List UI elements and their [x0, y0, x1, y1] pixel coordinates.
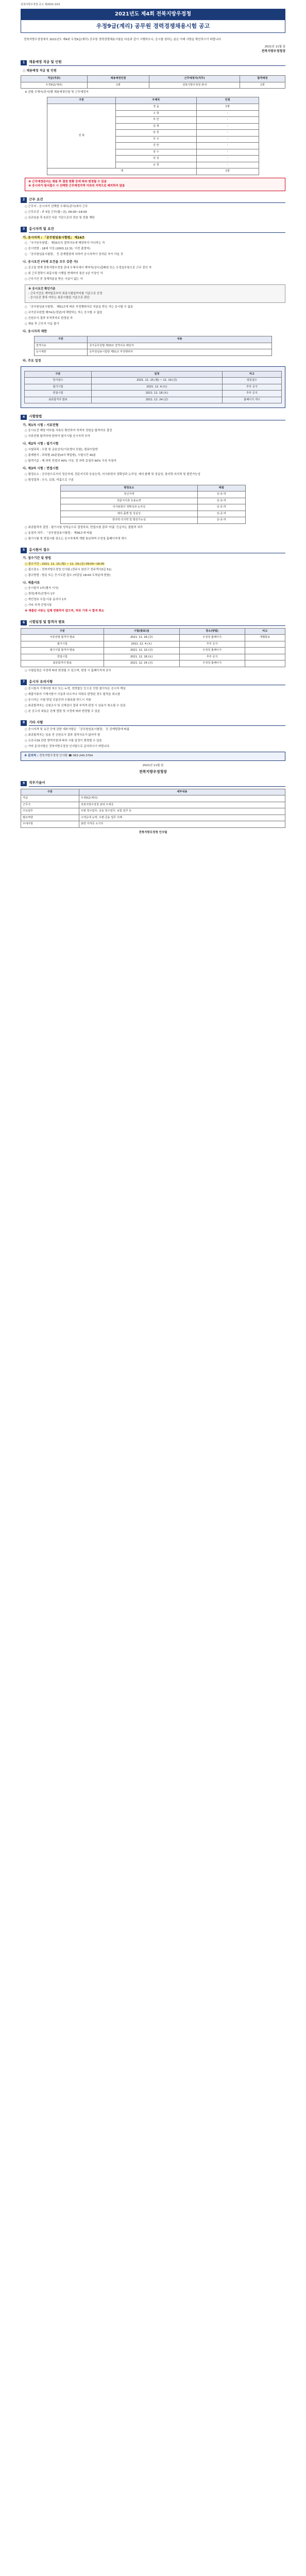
table-header: 비고 [222, 371, 281, 378]
table-cell: 추후 공지 [179, 641, 245, 648]
paragraph: ○ 코로나19 관련 방역지침에 따라 시험 일정이 변경될 수 있음 [25, 739, 102, 743]
table-header: 내용 [88, 336, 272, 343]
table-header: 일정 [91, 371, 222, 378]
paragraph: ○ 국가공무원법 제74조(정년)에 해당하는 자는 응시할 수 없음 [25, 311, 103, 314]
table-cell: 서류전형 합격자 발표 [21, 635, 104, 641]
table-header: 장소(방법) [179, 628, 245, 635]
table-cell: 우편 창구업무, 금융 창구업무, 보험 업무 등 [79, 808, 285, 815]
table-row [25, 384, 282, 391]
note-title: ※ 응시요건 확인기준 [28, 287, 56, 291]
section-title: 직무기술서 [29, 781, 285, 786]
table-cell: 진 안 [116, 143, 197, 149]
highlighted-text: ○ 접수기간 : 2021. 11. 15.(월) ~ 11. 19.(금) 09:00~18:00 [25, 562, 105, 566]
table-cell: 응시제한 [34, 349, 87, 356]
table-cell: 면접시험 [25, 391, 92, 397]
table-row-total [47, 168, 259, 175]
table-cell: 1명 [240, 82, 285, 89]
table-cell: 상·중·하 [197, 492, 245, 498]
paragraph: ○ 근무기간 중 징계처분을 받은 사실이 없는 자 [25, 277, 83, 281]
table-cell: 창의력·의지력 및 발전가능성 [61, 517, 197, 524]
table-cell [245, 641, 285, 648]
table-cell: 최종합격자 발표 [25, 397, 92, 403]
section-number: 6 [21, 620, 27, 626]
section-4-header [21, 414, 285, 420]
section-title: 응시자격 및 요건 [29, 227, 285, 232]
paragraph: ○ 기타 자격 증빙서류 [25, 604, 52, 607]
table-cell [245, 660, 285, 667]
table-row [21, 815, 285, 821]
section-number: 1 [21, 60, 27, 66]
table-cell: 고객응대 능력, 우편·금융 업무 이해 [79, 815, 285, 821]
paragraph: ○ 「공무원임용시험령」 등 관계법령에 의하여 응시자격이 정지된 자가 아닐 것 [25, 253, 123, 257]
table-cell: 관련 자격증 소지자 [79, 821, 285, 828]
table-header: 구분 [21, 628, 104, 635]
table-header: 세부내용 [79, 789, 285, 795]
subheading: ○ 채용예정 직급 및 인원 [23, 69, 57, 73]
note-line: - 응시요건 충족 여부는 최종시험일 기준으로 판단 [28, 296, 90, 299]
table-cell: 2021. 12. 4.(토) [91, 384, 222, 391]
section-5-header [21, 548, 285, 553]
job-description-table [21, 789, 285, 828]
table-cell: 우정9급(계리) [21, 82, 88, 89]
table-header: 우체국 [116, 97, 197, 104]
notice-number: 전북지방우정청 공고 제2021-10호 [21, 3, 61, 6]
table-header: 배점 [197, 485, 245, 492]
paragraph: ○ 개인정보 수집·이용 동의서 1부 [25, 598, 66, 602]
table-cell: 순 창 [116, 162, 197, 168]
intro-date: 2021년 11월 일 [264, 45, 285, 48]
paragraph: ○ 필기시험 및 면접시험 장소는 응시자에게 개별 통보하며 우정청 홈페이지에 게시 [25, 537, 127, 540]
table-cell: 장 수 [116, 149, 197, 156]
paragraph: ○ 위 근무경력이 최종시험 시행일 현재까지 통산 1년 이상인 자 [25, 272, 103, 275]
intro-org: 전북지방우정청장 [261, 49, 285, 53]
section-1-header [21, 60, 285, 65]
section-3-header [21, 227, 285, 232]
table-row [25, 391, 282, 397]
paragraph: ○ 제출서류의 기재사항이 사실과 다르거나 허위로 판명된 경우 합격을 취소함 [25, 693, 121, 697]
table-header: 구분 [25, 371, 92, 378]
table-row [61, 498, 246, 504]
paragraph: ○ 접수장소 : 전북지방우정청 인사팀 (전주시 완산구 전주객사3길 51) [25, 568, 112, 571]
paragraph [25, 563, 285, 567]
paragraph: ○ 출제형식 : 과목별 20문항(4지 택일형), 시험시간 40분 [25, 453, 96, 457]
table-cell: 우정9급(계리) [79, 795, 285, 802]
table-cell [245, 648, 285, 654]
table-header: 구분 [34, 336, 87, 343]
table-cell: 예의·품행 및 성실성 [61, 511, 197, 517]
table-cell: 전북지방우정청 관내 우체국 [79, 802, 285, 808]
table-cell: 김 제 [116, 123, 197, 130]
table-cell: 2021. 12. 24.(금) [91, 397, 222, 403]
table-cell: 원서접수 [25, 378, 92, 384]
table-cell: 1명 [87, 82, 149, 89]
title-main: 우정9급(계리) 공무원 경력경쟁채용시험 공고 [96, 22, 210, 29]
section-9-header [21, 781, 285, 786]
table-cell: 상·중·하 [197, 498, 245, 504]
table-cell: 직급 [21, 795, 79, 802]
paragraph: ○ 시험과목 : 우편 및 금융상식(기초영어 포함), 컴퓨터일반 [25, 448, 98, 451]
total-label: 계 [47, 168, 196, 175]
table-cell: 최종합격자 발표 [21, 660, 104, 667]
table-cell: 2021. 12. 24.(금) [104, 660, 179, 667]
table-header: 평정요소 [61, 485, 197, 492]
section-7-header [21, 680, 285, 685]
table-cell: 2021. 12. 10.(금) [104, 648, 179, 654]
section-number: 8 [21, 720, 27, 726]
contact-box [21, 752, 285, 761]
paragraph: ○ 최종합격자는 신원조사 및 신체검사 결과 부적격 판정 시 임용이 취소될 수 있음 [25, 704, 126, 708]
paragraph: ○ 최종합격자는 임용 전 신원조사 결과 결격사유가 없어야 함 [25, 734, 100, 737]
section-number: 9 [21, 781, 27, 787]
subheading: 가. 접수기간 및 방법 [23, 556, 51, 561]
table-cell [245, 654, 285, 660]
table-cell: 필요역량 [21, 815, 79, 821]
table-cell: 추후 공지 [179, 654, 245, 660]
table-cell: 우정청 홈페이지 [179, 648, 245, 654]
total-value: 1명 [196, 168, 259, 175]
region-cell: 전 북 [47, 104, 116, 168]
warning-text: ※ 근무예정관서는 채용 후 결원 현황 등에 따라 변경될 수 있음 [28, 180, 107, 183]
paragraph: ○ 평정요소 : 공무원으로서의 정신자세, 전문지식과 응용능력, 의사표현의 정확성과 논리성, 예의·품행 및 성실성, 창의력·의지력 및 발전가능성 [25, 472, 200, 476]
section-number: 7 [21, 680, 27, 685]
section-6-header [21, 620, 285, 625]
section-number: 5 [21, 548, 27, 553]
table-cell: 2021. 11. 26.(금) [104, 635, 179, 641]
table-header: 채용예정인원 [87, 76, 149, 82]
contact-label: ※ 문의처 : [24, 754, 39, 758]
table-row [21, 654, 285, 660]
table-cell: 추후 공지 [222, 391, 281, 397]
table-cell: 임 실 [116, 156, 197, 162]
paragraph: ○ 접수방법 : 방문 또는 등기우편 접수 (마감일 18:00 도착분에 한함) [25, 573, 111, 577]
table-cell: 상·중·하 [197, 504, 245, 511]
section-title: 근무 요건 [29, 197, 285, 203]
paragraph: ○ 응시연령 : 18세 이상 (2003.12.31. 이전 출생자) [25, 247, 91, 251]
table-row [21, 82, 285, 89]
paragraph: ○ 응시요건 해당 여부를 서류로 확인하여 적격자 전원을 합격자로 결정 [25, 429, 112, 433]
section-number: 4 [21, 415, 27, 420]
table-row [21, 821, 285, 828]
table-header: 시험(발표)일 [104, 628, 179, 635]
section-number: 2 [21, 197, 27, 203]
table-cell: 1명 [196, 104, 259, 110]
table-cell: - [196, 117, 259, 124]
table-row [34, 349, 272, 356]
table-row [61, 492, 246, 498]
restriction-table [34, 336, 273, 356]
paragraph: ○ 경력(재직)증명서 1부 [25, 592, 55, 596]
paragraph: ○ 「국가공무원법」 제33조의 결격사유에 해당하지 아니하는 자 [25, 242, 105, 245]
table-cell: 우정청 홈페이지 [179, 660, 245, 667]
table-cell: 필기시험 [21, 641, 104, 648]
table-row [21, 660, 285, 667]
table-cell: 정 읍 [116, 104, 197, 110]
table-cell: 공무원임용시험령 제51조 부정행위자 [88, 349, 272, 356]
table-header: 비고 [245, 628, 285, 635]
table-row [21, 802, 285, 808]
section-title: 기타 사항 [29, 720, 285, 726]
section-2-header [21, 197, 285, 203]
table-cell: 무 주 [116, 136, 197, 143]
table-row [25, 378, 282, 384]
table-cell: 개별통보 [245, 635, 285, 641]
subheading: 나. 응시요건 (아래 요건을 모두 갖춘 자) [23, 260, 78, 264]
table-cell: 2021. 12. 18.(토) [104, 654, 179, 660]
table-row [61, 504, 246, 511]
subheading: 다. 응시자격 제한 [23, 329, 47, 333]
subheading: 가. 제1차 시험 : 서류전형 [23, 423, 59, 427]
table-cell: 추후 공지 [222, 384, 281, 391]
subheading-text: 가. 응시자격 : 「공무원임용시험령」 제16조 [23, 235, 85, 240]
table-cell: 전북지방우정청 관내 [149, 82, 240, 89]
table-header: 구분 [21, 789, 79, 795]
paragraph: ○ 「공무원임용시험령」 제51조에 따른 부정행위자로 처분을 받은 자는 응시할 수 없음 [25, 305, 133, 309]
table-header: 직급(직류) [21, 76, 88, 82]
table-cell: 면접시험 [21, 654, 104, 660]
schedule-table [24, 371, 282, 404]
closing-org: 전북지방우정청장 [139, 770, 167, 774]
paragraph: ○ 평정결과 : 우수, 보통, 미흡으로 구분 [25, 478, 74, 482]
title-box [21, 9, 285, 32]
title-top: 2021년도 제4회 전북지방우정청 [21, 9, 285, 20]
footer-org: 전북지방우정청 인사팀 [139, 831, 167, 834]
subheading: 라. 주요 일정 [23, 359, 41, 363]
table-cell: 결격사유 [34, 343, 87, 349]
note-text: ※ 관할 우체국(관서)별 채용예정인원 및 근무예정지 [25, 91, 89, 94]
schedule-box [21, 366, 285, 409]
section-title: 응시자 유의사항 [29, 680, 285, 685]
table-cell: 방문접수 [222, 378, 281, 384]
paragraph: ○ 동점자 처리 : 「공무원임용시험령」 제36조에 따름 [25, 531, 92, 535]
paragraph: ○ 응시원서 1부(별지 서식) [25, 587, 59, 590]
position-table [21, 75, 285, 89]
table-header: 근무예정지(직무) [149, 76, 240, 82]
table-cell: - [196, 110, 259, 117]
paragraph: ○ 응시원서 기재사항 착오 또는 누락, 연락불능 등으로 인한 불이익은 응시자 책임 [25, 687, 126, 691]
paragraph: ○ 근무조건 : 주 5일 근무(월~금), 09:00~18:00 [25, 211, 87, 214]
table-row [21, 641, 285, 648]
warning-box [25, 178, 285, 191]
paragraph: ○ 본 공고의 내용은 관계 법령 및 사정에 따라 변경될 수 있음 [25, 710, 100, 714]
contact-info: 전북지방우정청 인사팀 ☎ 063-240-3764 [39, 754, 93, 758]
table-header: 합격예정 [240, 76, 285, 82]
table-row [61, 517, 246, 524]
note-box [25, 284, 285, 303]
table-cell: - [196, 143, 259, 149]
table-row [21, 648, 285, 654]
table-header: 인원 [196, 97, 259, 104]
table-cell: 근무지 [21, 802, 79, 808]
table-header: 구분 [47, 97, 116, 104]
closing-date: 2021년 11월 일 [142, 764, 164, 768]
table-cell: 상·중·하 [197, 517, 245, 524]
table-cell: 국가공무원법 제33조 결격사유 해당자 [88, 343, 272, 349]
office-table [47, 97, 259, 175]
table-cell: 필기시험 [25, 384, 92, 391]
table-cell: 정신자세 [61, 492, 197, 498]
table-cell: - [196, 162, 259, 168]
subheading: 다. 제3차 시험 : 면접시험 [23, 466, 59, 470]
paragraph: ○ 신규임용 후 5년간 다른 기관으로의 전보 및 전출 제한 [25, 216, 95, 220]
section-title: 시험일정 및 합격자 발표 [29, 620, 285, 625]
table-cell: 고 창 [116, 110, 197, 117]
table-cell: - [196, 156, 259, 162]
table-row [21, 635, 285, 641]
table-cell: 2021. 12. 4.(토) [104, 641, 179, 648]
section-number: 3 [21, 227, 27, 232]
interview-table [60, 485, 246, 524]
table-cell: 우정청 홈페이지 [179, 635, 245, 641]
subheading [23, 236, 285, 241]
paragraph: ○ 공고일 현재 전북지방우정청 관내 우체국에서 계약직(상시)집배원 또는 우정실무원으로 근무 중인 자 [25, 266, 152, 269]
table-cell: 상·중·하 [197, 511, 245, 517]
intro-text: 전북지방우정청에서 2021년도 제4회 우정9급(계리) 공무원 경력경쟁채용시험을 다음과 같이 시행하오니, 응시를 원하는 분은 아래 사항을 확인하시기 바랍니다. [24, 38, 222, 41]
table-row [34, 343, 272, 349]
paragraph: ○ 최종합격자 결정 : 필기시험 성적순으로 결정하되, 면접시험 결과 '미흡' 등급자는 불합격 처리 [25, 526, 143, 529]
table-cell: 우대사항 [21, 821, 79, 828]
warning-text: ※ 제출된 서류는 일체 반환하지 않으며, 허위 기재 시 합격 취소 [25, 609, 105, 613]
table-cell: 전문지식과 응용능력 [61, 498, 197, 504]
table-cell: - [196, 123, 259, 130]
subheading: 나. 제출서류 [23, 581, 40, 585]
table-row [21, 795, 285, 802]
table-cell: 필기시험 합격자 발표 [21, 648, 104, 654]
paragraph: ○ 응시자격 및 요건 등에 관한 세부사항은 「공무원임용시험령」 등 관계법령에 따름 [25, 728, 130, 732]
page [0, 0, 306, 845]
paragraph: ○ 서류전형 합격자에 한하여 필기시험 응시자격 부여 [25, 435, 90, 438]
section-title: 시험방법 [29, 414, 285, 420]
table-cell: 남 원 [116, 130, 197, 137]
table-row [25, 397, 282, 403]
paragraph: ○ 합격기준 : 매 과목 만점의 40% 이상, 전 과목 총점의 60% 이상 득점자 [25, 459, 116, 463]
note-line: - 근무기간은 계약일로부터 최종시험일까지를 기준으로 산정 [28, 292, 103, 295]
warning-text: ※ 응시자가 원서접수 시 선택한 근무예정지역 이외의 지역으로 배치하지 않음 [28, 184, 125, 188]
table-cell: 부 안 [116, 117, 197, 124]
paragraph: ○ 신원조사 결과 부적격자로 판정된 자 [25, 316, 73, 320]
table-cell: - [196, 136, 259, 143]
table-row [47, 104, 259, 110]
schedule-detail-table [21, 628, 285, 667]
subheading: 나. 제2차 시험 : 필기시험 [23, 442, 59, 446]
paragraph: ○ 근무지 : 응시자가 선택한 우체국(관서)에서 근무 [25, 205, 88, 209]
paragraph: ○ 채용 후 근무지 이동 불가 [25, 322, 59, 326]
paragraph: ○ 시험일정은 사정에 따라 변경될 수 있으며, 변경 시 홈페이지에 공지 [25, 669, 111, 672]
section-title: 채용예정 직급 및 인원 [29, 60, 285, 65]
table-cell: 2021. 11. 15.(월) ~ 11. 19.(금) [91, 378, 222, 384]
table-row [61, 511, 246, 517]
table-cell: - [196, 130, 259, 137]
table-row [21, 808, 285, 815]
table-cell: - [196, 149, 259, 156]
table-cell: 2021. 12. 18.(토) [91, 391, 222, 397]
table-cell: 홈페이지 게시 [222, 397, 281, 403]
paragraph: ○ 응시자는 시험 당일 신분증과 수험표를 반드시 지참 [25, 699, 91, 702]
section-title: 응시원서 접수 [29, 548, 285, 553]
paragraph: ○ 기타 문의사항은 전북지방우정청 인사팀으로 문의하시기 바랍니다. [25, 745, 110, 749]
table-cell: 주요업무 [21, 808, 79, 815]
table-cell: 의사표현의 정확성과 논리성 [61, 504, 197, 511]
section-8-header [21, 720, 285, 726]
